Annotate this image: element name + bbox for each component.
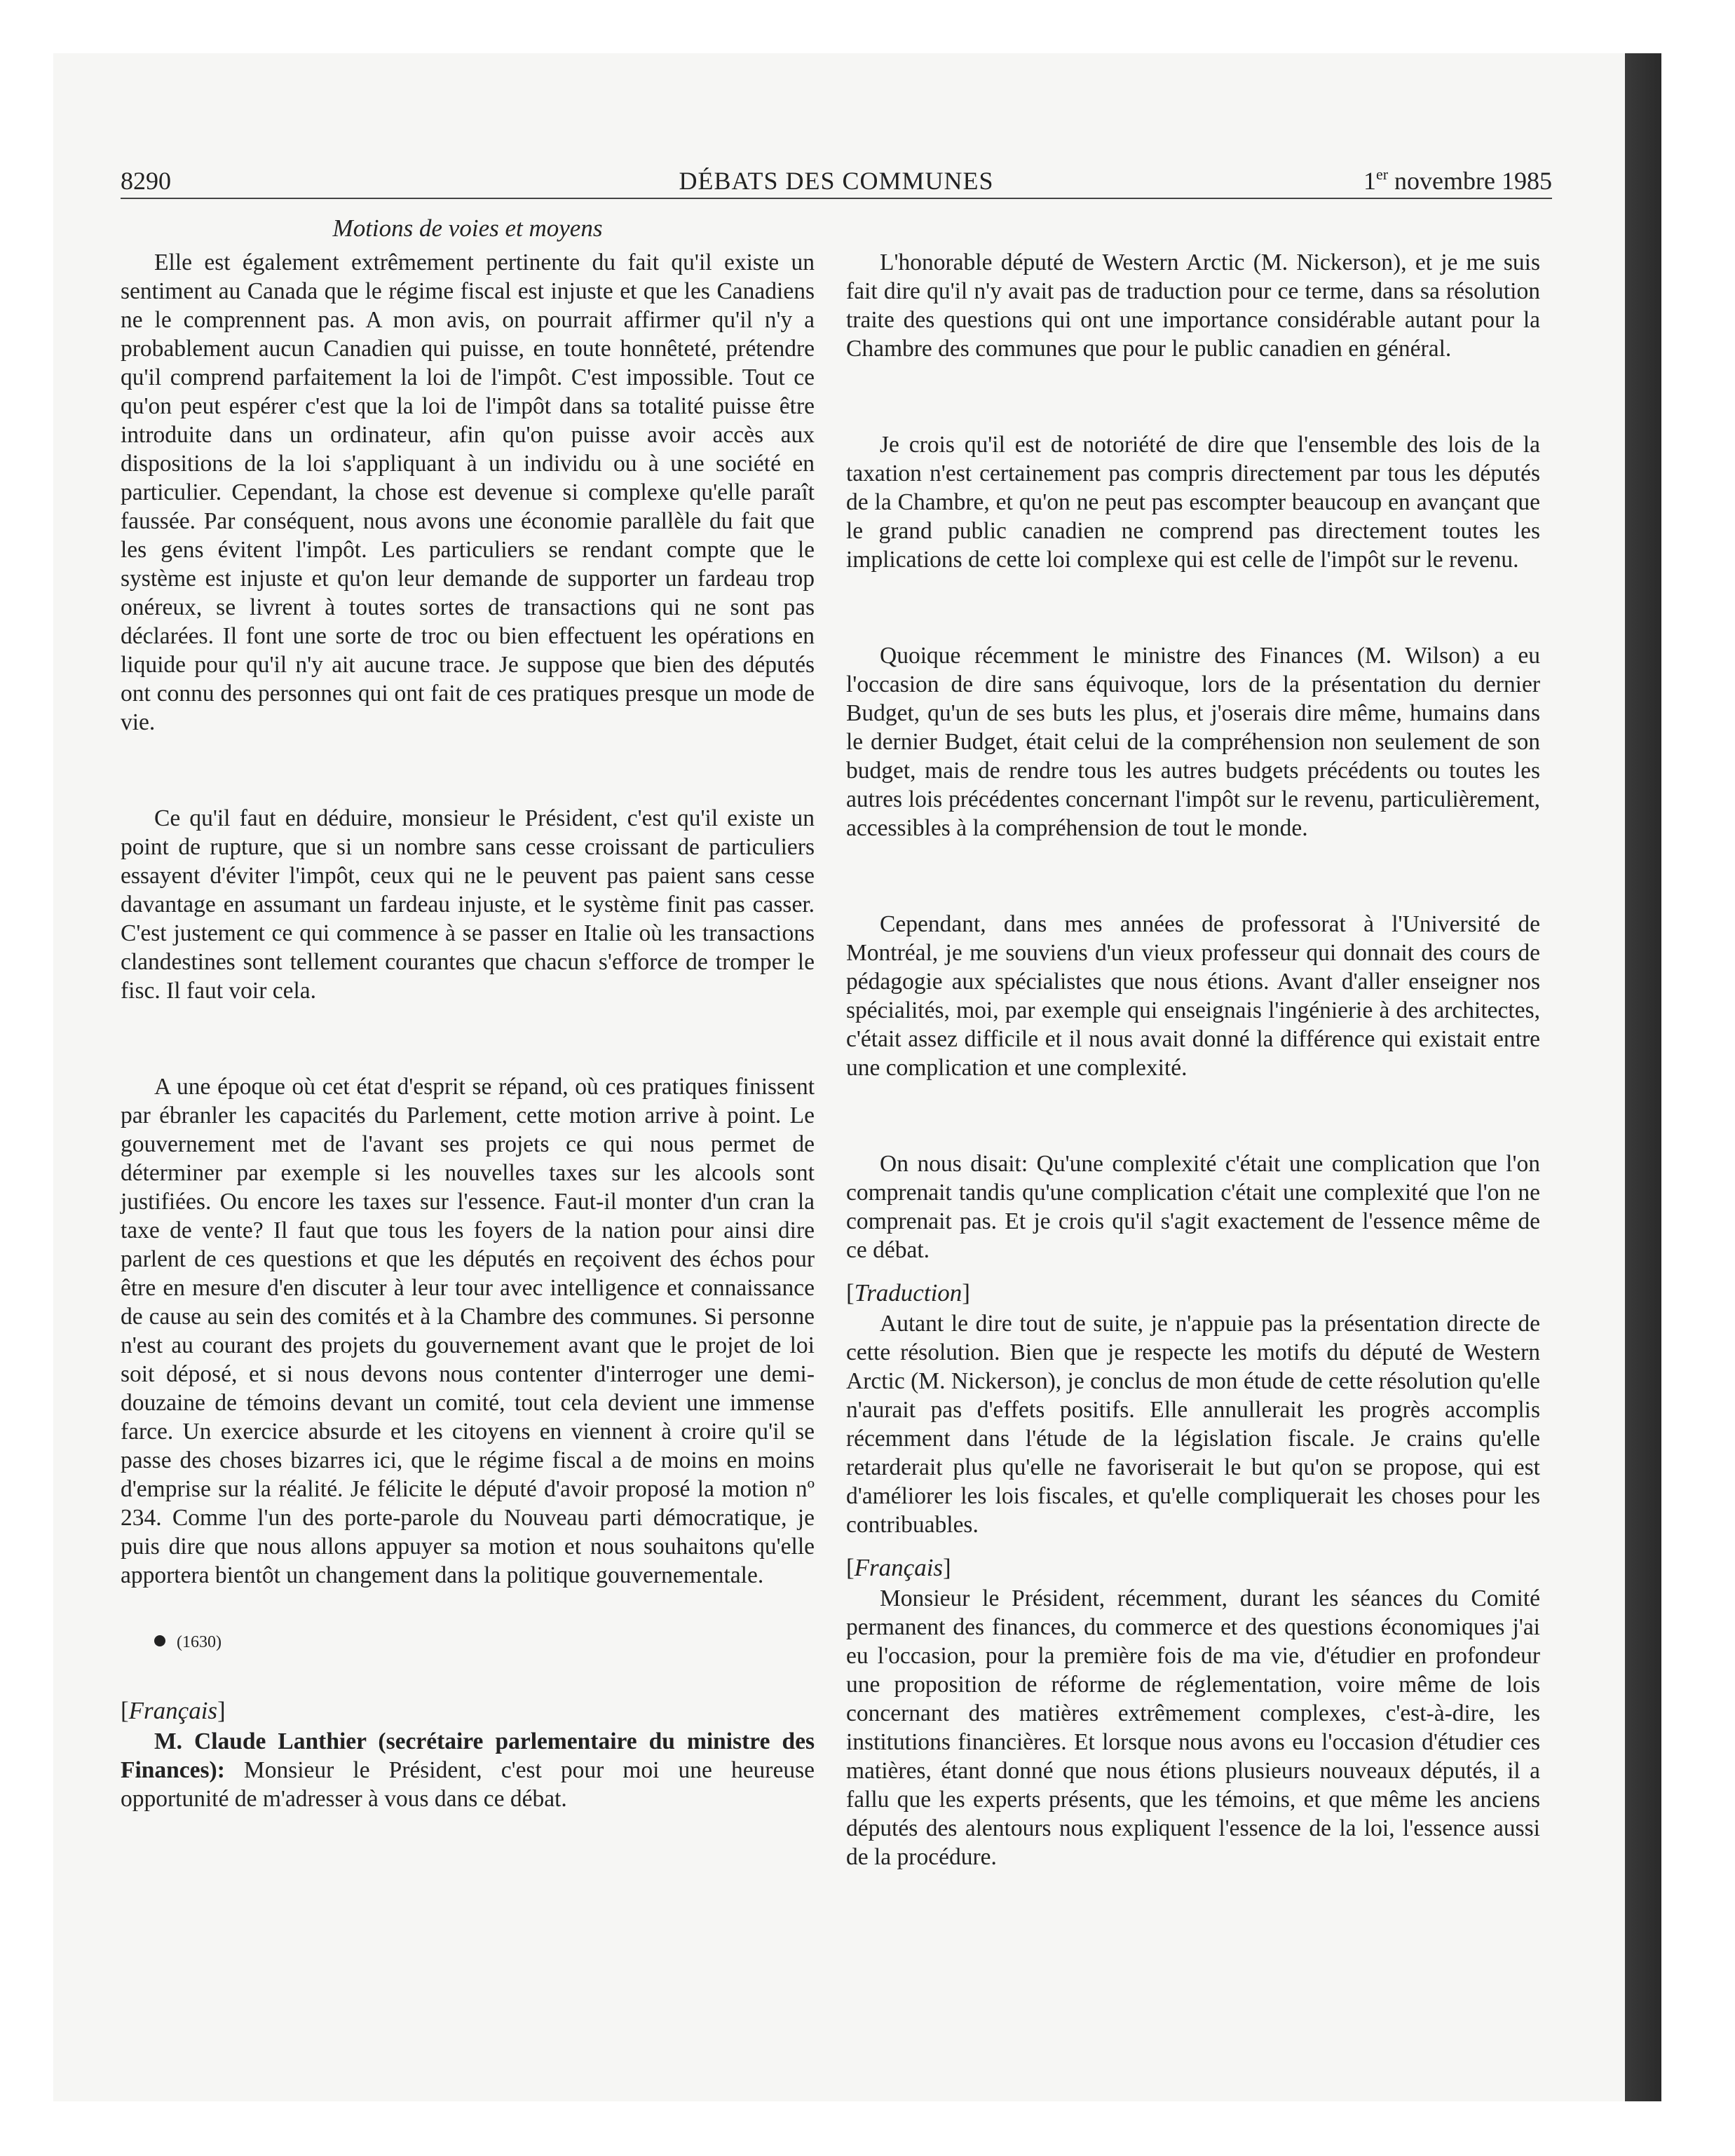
language-tag: [Français]: [121, 1697, 226, 1724]
right-column: [846, 248, 1540, 1871]
page-date: [1363, 164, 1552, 198]
left-column: [121, 248, 815, 1813]
speaker-name: M. Claude Lanthier (secrétaire parlementaire du ministre des Finances):: [121, 1728, 815, 1783]
scan-edge-shadow: [1625, 53, 1661, 2101]
paragraph: Je crois qu'il est de notoriété de dire que l'ensemble des lois de la taxation n'est certainement pas compris directement par tous les députés de la Chambre, et qu'on ne peut pas escompter beaucoup en avançant que le grand public canadien ne comprend pas directement toutes les implications de cette loi complexe qui est celle de l'impôt sur le revenu.: [846, 432, 1540, 573]
paragraph: On nous disait: Qu'une complexité c'était une complication que l'on comprenait tandis qu'une complication c'était une complexité que l'on ne comprenait pas. Et je crois qu'il s'agit exactement de l'essence même de ce débat.: [846, 1151, 1540, 1263]
date-rest: novembre 1985: [1388, 167, 1552, 195]
paragraph: A une époque où cet état d'esprit se répand, où ces pratiques finissent par ébranler les capacités du Parlement, cette motion arrive à point. Le gouvernement met de l'avant ses projets ce qui nous permet de déterminer par exemple si les nouvelles taxes sur les alcools sont justifiées. Ou encore les taxes sur l'essence. Faut-il monter d'un cran la taxe de vente? Il faut que tous les foyers de la nation pour ainsi dire parlent de ces questions et que les députés en reçoivent des échos pour être en mesure d'en discuter à leur tour avec intelligence et connaissance de cause au sein des comités et à la Chambre des communes. Si personne n'est au courant des projets du gouvernement avant que le projet de loi soit déposé, et si nous devons nous contenter d'interroger une demi-douzaine de témoins devant un comité, tout cela devient une immense farce. Un exercice absurde et les citoyens en viennent à croire qu'il se passe des choses bizarres ici, que le régime fiscal a de moins en moins d'emprise sur la réalité. Je félicite le député d'avoir proposé la motion nº 234. Comme l'un des porte-parole du Nouveau parti démocratique, je puis dire que nous allons appuyer sa motion et nous souhaitons qu'elle apportera bientôt un changement dans la politique gouvernementale.: [121, 1074, 815, 1588]
section-title: Motions de voies et moyens: [332, 214, 603, 242]
time-marker-text: (1630): [177, 1633, 222, 1651]
journal-title: DÉBATS DES COMMUNES: [679, 167, 994, 195]
language-tag-text: Français: [854, 1554, 944, 1581]
paragraph: Quoique récemment le ministre des Finances (M. Wilson) a eu l'occasion de dire sans équivoque, lors de la présentation du dernier Budget, qu'un de ses buts les plus, et j'oserais dire même, humains dans le dernier Budget, était celui de la compréhension non seulement de son budget, mais de rendre tous les autres budgets précédents ou toutes les autres lois précédentes concernant l'impôt sur le revenu, particulièrement, accessibles à la compréhension de tout le monde.: [846, 643, 1540, 841]
date-day: 1: [1363, 167, 1376, 195]
page-number: 8290: [121, 167, 171, 195]
paragraph: Ce qu'il faut en déduire, monsieur le Président, c'est qu'il existe un point de rupture, que si un nombre sans cesse croissant de particuliers essayent d'éviter l'impôt, ceux qui ne le peuvent pas paient sans cesse davantage en assumant un fardeau injuste, et le système finit pas casser. C'est justement ce qui commence à se passer en Italie où les transactions clandestines sont tellement courantes que chacun s'efforce de tromper le fisc. Il faut voir cela.: [121, 805, 815, 1004]
paragraph: Monsieur le Président, récemment, durant les séances du Comité permanent des finances, du commerce et des questions économiques j'ai eu l'occasion, pour la première fois de ma vie, d'étudier en profondeur une proposition de réforme de réglementation, voire même de lois concernant des matières extrêmement complexes, c'est-à-dire, les institutions financières. Et lorsque nous avons eu l'occasion d'étudier ces matières, étant donné que nous étions plusieurs nouveaux députés, il a fallu que les experts présents, que les témoins, et que même les anciens députés des alentours nous expliquent l'essence de la loi, l'essence aussi de la procédure.: [846, 1585, 1540, 1870]
time-marker: [121, 1628, 815, 1656]
paragraph: Autant le dire tout de suite, je n'appuie pas la présentation directe de cette résolution. Bien que je respecte les motifs du député de Western Arctic (M. Nickerson), je conclus de mon étude de cette résolution qu'elle n'aurait pas d'effets positifs. Elle annullerait les progrès accomplis récemment dans l'étude de la législation fiscale. Je crains qu'elle retarderait plus qu'elle ne favoriserait le but qu'on se propose, qui est d'améliorer les lois fiscales, et qu'elle compliquerait les choses pour les contribuables.: [846, 1311, 1540, 1538]
speaker-paragraph: [121, 1727, 815, 1813]
paragraph: L'honorable député de Western Arctic (M. Nickerson), et je me suis fait dire qu'il n'y avait pas de traduction pour ce terme, dans sa résolution traite des questions qui ont une importance considérable autant pour la Chambre des communes que pour le public canadien en général.: [846, 250, 1540, 362]
translation-tag-text: Traduction: [854, 1279, 962, 1306]
bullet-icon: [154, 1635, 165, 1646]
date-suffix: er: [1375, 165, 1389, 183]
language-tag: [Français]: [846, 1554, 951, 1581]
page-header: [121, 164, 1552, 199]
paragraph: Elle est également extrêmement pertinente du fait qu'il existe un sentiment au Canada que le régime fiscal est injuste et que les Canadiens ne le comprennent pas. A mon avis, on pourrait affirmer qu'il n'y a probablement aucun Canadien qui puisse, en toute honnêteté, prétendre qu'il comprend parfaitement la loi de l'impôt. C'est impossible. Tout ce qu'on peut espérer c'est que la loi de l'impôt dans sa totalité puisse être introduite dans un ordinateur, afin qu'on puisse avoir accès aux dispositions de la loi s'appliquant à un individu ou à une société en particulier. Cependant, la chose est devenue si complexe qu'elle paraît faussée. Par conséquent, nous avons une économie parallèle du fait que les gens évitent l'impôt. Les particuliers se rendant compte que le système est injuste et qu'on leur demande de supporter un fardeau trop onéreux, se livrent à toutes sortes de transactions qui ne sont pas déclarées. Il font une sorte de troc ou bien effectuent les opérations en liquide pour qu'il n'y ait aucune trace. Je suppose que bien des députés ont connu des personnes qui ont fait de ces pratiques presque un mode de vie.: [121, 250, 815, 735]
paragraph: Cependant, dans mes années de professorat à l'Université de Montréal, je me souviens d'un vieux professeur qui donnait des cours de pédagogie aux spécialistes que nous étions. Avant d'aller enseigner nos spécialités, moi, par exemple qui enseignais l'ingénierie à des architectes, c'était assez difficile et il nous avait donné la différence qui existait entre une complication et une complexité.: [846, 911, 1540, 1081]
language-tag-text: Français: [128, 1697, 218, 1724]
translation-tag: [Traduction]: [846, 1279, 970, 1306]
speaker-text: Monsieur le Président, c'est pour moi une heureuse opportunité de m'adresser à vous dans ce débat.: [121, 1757, 815, 1812]
